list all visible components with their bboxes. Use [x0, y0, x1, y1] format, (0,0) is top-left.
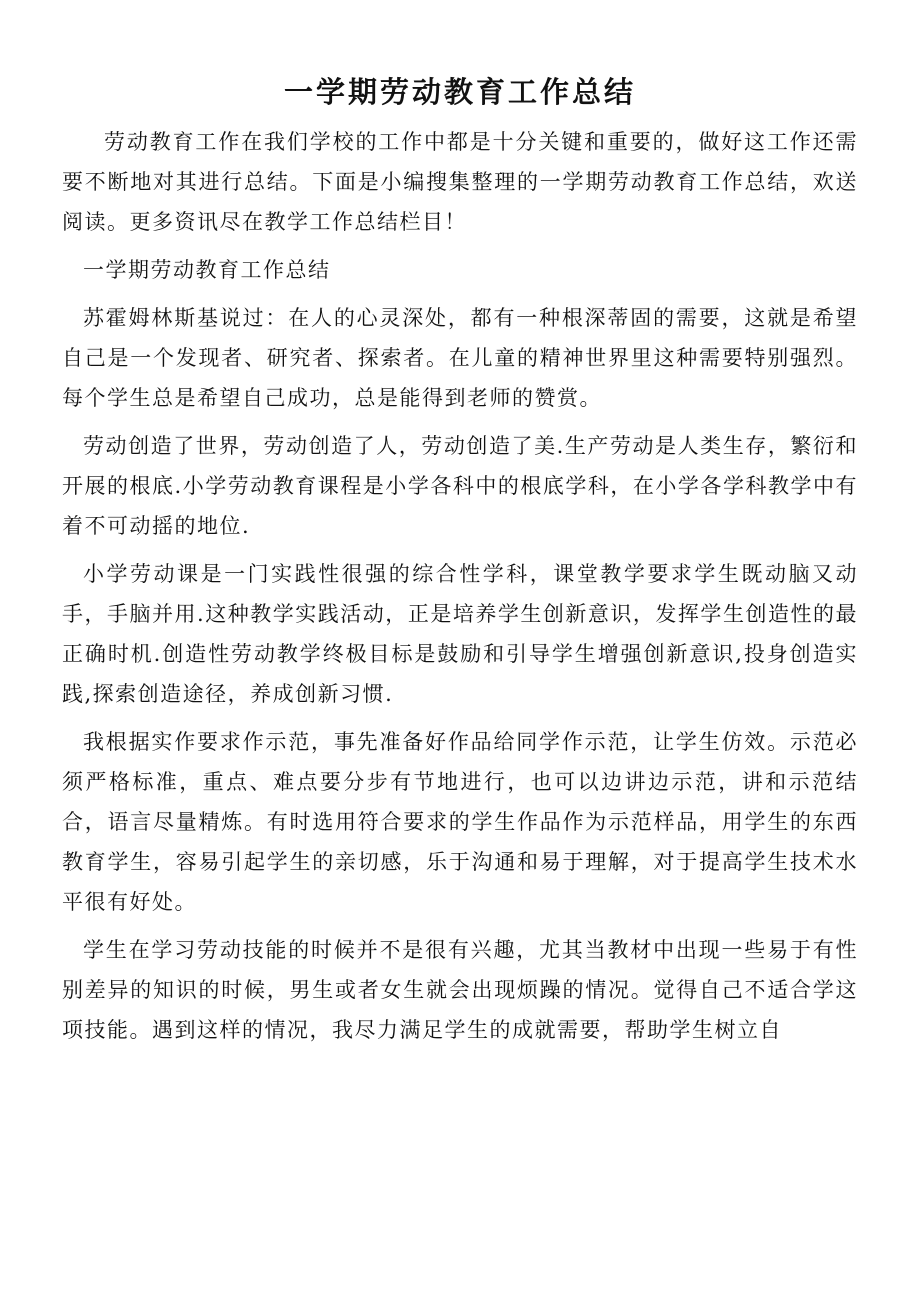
- body-paragraph-4: 我根据实作要求作示范，事先准备好作品给同学作示范，让学生仿效。示范必须严格标准，重点、难点要分步有节地进行，也可以边讲边示范，讲和示范结合，语言尽量精炼。有时选用符合要求的学生作品作为示范样品，用学生的东西教育学生，容易引起学生的亲切感，乐于沟通和易于理解，对于提高学生技术水平很有好处。: [62, 730, 858, 914]
- body-paragraph-1: 苏霍姆林斯基说过：在人的心灵深处，都有一种根深蒂固的需要，这就是希望自己是一个发现者、研究者、探索者。在儿童的精神世界里这种需要特别强烈。每个学生总是希望自己成功，总是能得到老师的赞赏。: [62, 306, 858, 410]
- body-paragraph-5: 学生在学习劳动技能的时候并不是很有兴趣，尤其当教材中出现一些易于有性别差异的知识的时候，男生或者女生就会出现烦躁的情况。觉得自己不适合学这项技能。遇到这样的情况，我尽力满足学生的成就需要，帮助学生树立自: [62, 938, 858, 1042]
- document-title: 一学期劳动教育工作总结: [283, 75, 636, 109]
- body-paragraph-3: 小学劳动课是一门实践性很强的综合性学科，课堂教学要求学生既动脑又动手，手脑并用.这种教学实践活动，正是培养学生创新意识，发挥学生创造性的最正确时机.创造性劳动教学终极目标是鼓励和引导学生增强创新意识,投身创造实践,探索创造途径，养成创新习惯.: [62, 562, 858, 706]
- section-subtitle: 一学期劳动教育工作总结: [83, 258, 331, 282]
- intro-paragraph: 劳动教育工作在我们学校的工作中都是十分关键和重要的，做好这工作还需要不断地对其进行总结。下面是小编搜集整理的一学期劳动教育工作总结，欢送阅读。更多资讯尽在教学工作总结栏目！: [62, 130, 858, 234]
- body-paragraph-2: 劳动创造了世界，劳动创造了人，劳动创造了美.生产劳动是人类生存，繁衍和开展的根底.小学劳动教育课程是小学各科中的根底学科，在小学各学科教学中有着不可动摇的地位.: [62, 434, 858, 538]
